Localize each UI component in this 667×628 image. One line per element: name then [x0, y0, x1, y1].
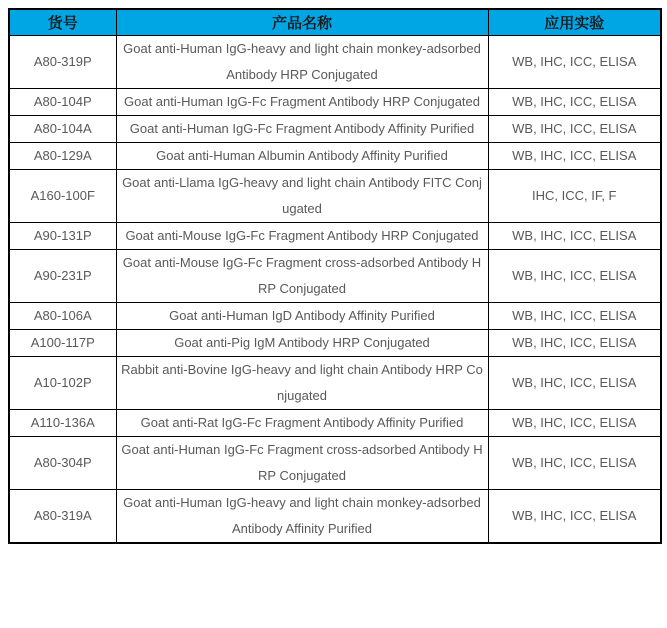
name-cell: Goat anti-Mouse IgG-Fc Fragment Antibody HRP Conjugated: [116, 223, 488, 250]
sku-cell: A80-104P: [9, 89, 116, 116]
sku-cell: A90-131P: [9, 223, 116, 250]
table-row: [9, 250, 661, 303]
name-cell: Goat anti-Human IgG-Fc Fragment Antibody HRP Conjugated: [116, 89, 488, 116]
table-row: [9, 89, 661, 116]
name-cell: Goat anti-Mouse IgG-Fc Fragment cross-adsorbed Antibody HRP Conjugated: [116, 250, 488, 303]
name-cell: Goat anti-Human IgG-Fc Fragment Antibody Affinity Purified: [116, 116, 488, 143]
sku-cell: A160-100F: [9, 170, 116, 223]
table-row: [9, 223, 661, 250]
name-cell: Goat anti-Rat IgG-Fc Fragment Antibody Affinity Purified: [116, 410, 488, 437]
sku-cell: A90-231P: [9, 250, 116, 303]
apps-cell: WB, IHC, ICC, ELISA: [488, 116, 661, 143]
name-cell: Goat anti-Pig IgM Antibody HRP Conjugated: [116, 330, 488, 357]
sku-cell: A110-136A: [9, 410, 116, 437]
apps-cell: WB, IHC, ICC, ELISA: [488, 143, 661, 170]
apps-cell: WB, IHC, ICC, ELISA: [488, 303, 661, 330]
sku-cell: A10-102P: [9, 357, 116, 410]
column-header-name: 产品名称: [116, 9, 488, 36]
table-row: [9, 437, 661, 490]
table-header-row: [9, 9, 661, 36]
table-row: [9, 36, 661, 89]
column-header-apps: 应用实验: [488, 9, 661, 36]
apps-cell: WB, IHC, ICC, ELISA: [488, 36, 661, 89]
table-row: [9, 410, 661, 437]
apps-cell: WB, IHC, ICC, ELISA: [488, 437, 661, 490]
sku-cell: A80-319P: [9, 36, 116, 89]
sku-cell: A80-304P: [9, 437, 116, 490]
sku-cell: A80-319A: [9, 490, 116, 544]
apps-cell: WB, IHC, ICC, ELISA: [488, 223, 661, 250]
table-row: [9, 357, 661, 410]
table-row: [9, 170, 661, 223]
apps-cell: IHC, ICC, IF, F: [488, 170, 661, 223]
apps-cell: WB, IHC, ICC, ELISA: [488, 490, 661, 544]
name-cell: Rabbit anti-Bovine IgG-heavy and light chain Antibody HRP Conjugated: [116, 357, 488, 410]
name-cell: Goat anti-Llama IgG-heavy and light chain Antibody FITC Conjugated: [116, 170, 488, 223]
table-row: [9, 116, 661, 143]
name-cell: Goat anti-Human IgD Antibody Affinity Purified: [116, 303, 488, 330]
table-row: [9, 303, 661, 330]
sku-cell: A80-129A: [9, 143, 116, 170]
sku-cell: A80-104A: [9, 116, 116, 143]
name-cell: Goat anti-Human IgG-Fc Fragment cross-adsorbed Antibody HRP Conjugated: [116, 437, 488, 490]
apps-cell: WB, IHC, ICC, ELISA: [488, 330, 661, 357]
table-row: [9, 330, 661, 357]
column-header-sku: 货号: [9, 9, 116, 36]
product-table: [8, 8, 662, 544]
apps-cell: WB, IHC, ICC, ELISA: [488, 89, 661, 116]
name-cell: Goat anti-Human IgG-heavy and light chain monkey-adsorbed Antibody Affinity Purified: [116, 490, 488, 544]
table-row: [9, 143, 661, 170]
sku-cell: A100-117P: [9, 330, 116, 357]
name-cell: Goat anti-Human IgG-heavy and light chain monkey-adsorbed Antibody HRP Conjugated: [116, 36, 488, 89]
table-row: [9, 490, 661, 544]
apps-cell: WB, IHC, ICC, ELISA: [488, 250, 661, 303]
sku-cell: A80-106A: [9, 303, 116, 330]
apps-cell: WB, IHC, ICC, ELISA: [488, 410, 661, 437]
apps-cell: WB, IHC, ICC, ELISA: [488, 357, 661, 410]
name-cell: Goat anti-Human Albumin Antibody Affinity Purified: [116, 143, 488, 170]
